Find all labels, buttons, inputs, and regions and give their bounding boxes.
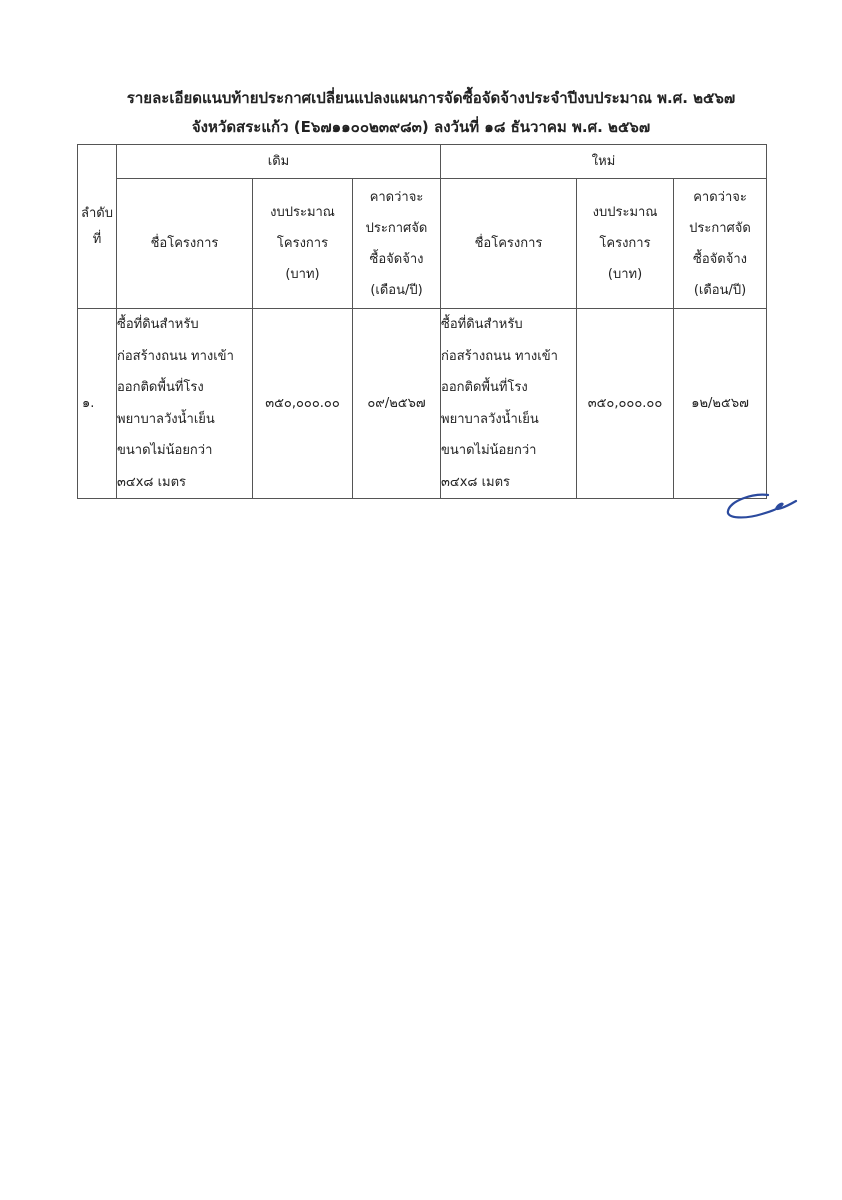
header-new-project-name <box>441 179 577 309</box>
new-name-line-1: ซื้อที่ดินสำหรับ <box>441 317 523 332</box>
header-old-budget-line-1: งบประมาณ <box>270 205 335 220</box>
header-sequence-line-1: ลำดับ <box>81 205 113 221</box>
header-new-budget-line-2: โครงการ <box>599 236 651 251</box>
header-new-expected-line-4: (เดือน/ปี) <box>693 282 747 298</box>
old-name-line-2: ก่อสร้างถนน ทางเข้า <box>117 348 234 364</box>
header-old-expected-line-4: (เดือน/ปี) <box>370 282 423 298</box>
procurement-plan-table <box>77 144 767 499</box>
row-old-budget: ๓๕๐,๐๐๐.๐๐ <box>253 309 353 499</box>
document-subtitle: จังหวัดสระแก้ว (E๖๗๑๑๐๐๒๓๙๘๓) ลงวันที่ ๑๘ ธันวาคม พ.ศ. ๒๕๖๗ <box>191 118 651 136</box>
header-group-new: ใหม่ <box>441 145 767 179</box>
new-name-line-4: พยาบาลวังน้ำเย็น <box>441 411 539 427</box>
header-new-expected-line-3: ซื้อจัดจ้าง <box>693 251 748 267</box>
old-name-line-1: ซื้อที่ดินสำหรับ <box>117 317 199 332</box>
table-row <box>78 309 767 499</box>
header-sequence-line-2: ที่ <box>92 231 102 247</box>
header-old-budget <box>253 179 353 309</box>
header-new-expected-date <box>674 179 767 309</box>
handwritten-signature <box>722 487 802 527</box>
old-name-line-5: ขนาดไม่น้อยกว่า <box>117 443 213 458</box>
header-group-row <box>78 145 767 179</box>
header-subcolumn-row <box>78 179 767 309</box>
new-name-line-2: ก่อสร้างถนน ทางเข้า <box>441 348 558 364</box>
header-old-expected-line-3: ซื้อจัดจ้าง <box>369 251 424 267</box>
row-old-project-name <box>117 309 253 499</box>
row-new-expected-date: ๑๒/๒๕๖๗ <box>674 309 767 499</box>
row-sequence-number: ๑. <box>78 309 117 499</box>
header-new-expected-line-2: ประกาศจัด <box>689 220 751 236</box>
header-old-project-name-label: ชื่อโครงการ <box>150 236 219 251</box>
header-new-project-name-label: ชื่อโครงการ <box>474 236 543 251</box>
new-name-line-3: ออกติดพื้นที่โรง <box>441 380 528 395</box>
header-new-budget <box>577 179 674 309</box>
new-name-line-6: ๓๔x๘ เมตร <box>441 474 511 490</box>
header-old-project-name <box>117 179 253 309</box>
header-new-expected-line-1: คาดว่าจะ <box>693 189 747 205</box>
header-old-expected-date <box>353 179 441 309</box>
row-new-budget: ๓๕๐,๐๐๐.๐๐ <box>577 309 674 499</box>
header-new-budget-line-1: งบประมาณ <box>592 205 658 220</box>
header-sequence-number <box>78 145 117 309</box>
row-old-expected-date: ๐๙/๒๕๖๗ <box>353 309 441 499</box>
header-old-budget-line-3: (บาท) <box>285 267 320 282</box>
old-name-line-6: ๓๔x๘ เมตร <box>117 474 187 490</box>
old-name-line-3: ออกติดพื้นที่โรง <box>117 380 204 395</box>
new-name-line-5: ขนาดไม่น้อยกว่า <box>441 443 537 458</box>
header-new-budget-line-3: (บาท) <box>607 267 643 282</box>
signature-stroke <box>728 495 796 518</box>
header-old-expected-line-1: คาดว่าจะ <box>369 189 424 205</box>
old-name-line-4: พยาบาลวังน้ำเย็น <box>117 411 215 427</box>
document-title: รายละเอียดแนบท้ายประกาศเปลี่ยนแปลงแผนการจัดซื้อจัดจ้างประจำปีงบประมาณ พ.ศ. ๒๕๖๗ <box>126 89 736 107</box>
header-old-budget-line-2: โครงการ <box>276 236 329 251</box>
header-group-old: เดิม <box>117 145 441 179</box>
header-old-expected-line-2: ประกาศจัด <box>365 220 428 236</box>
row-new-project-name <box>441 309 577 499</box>
